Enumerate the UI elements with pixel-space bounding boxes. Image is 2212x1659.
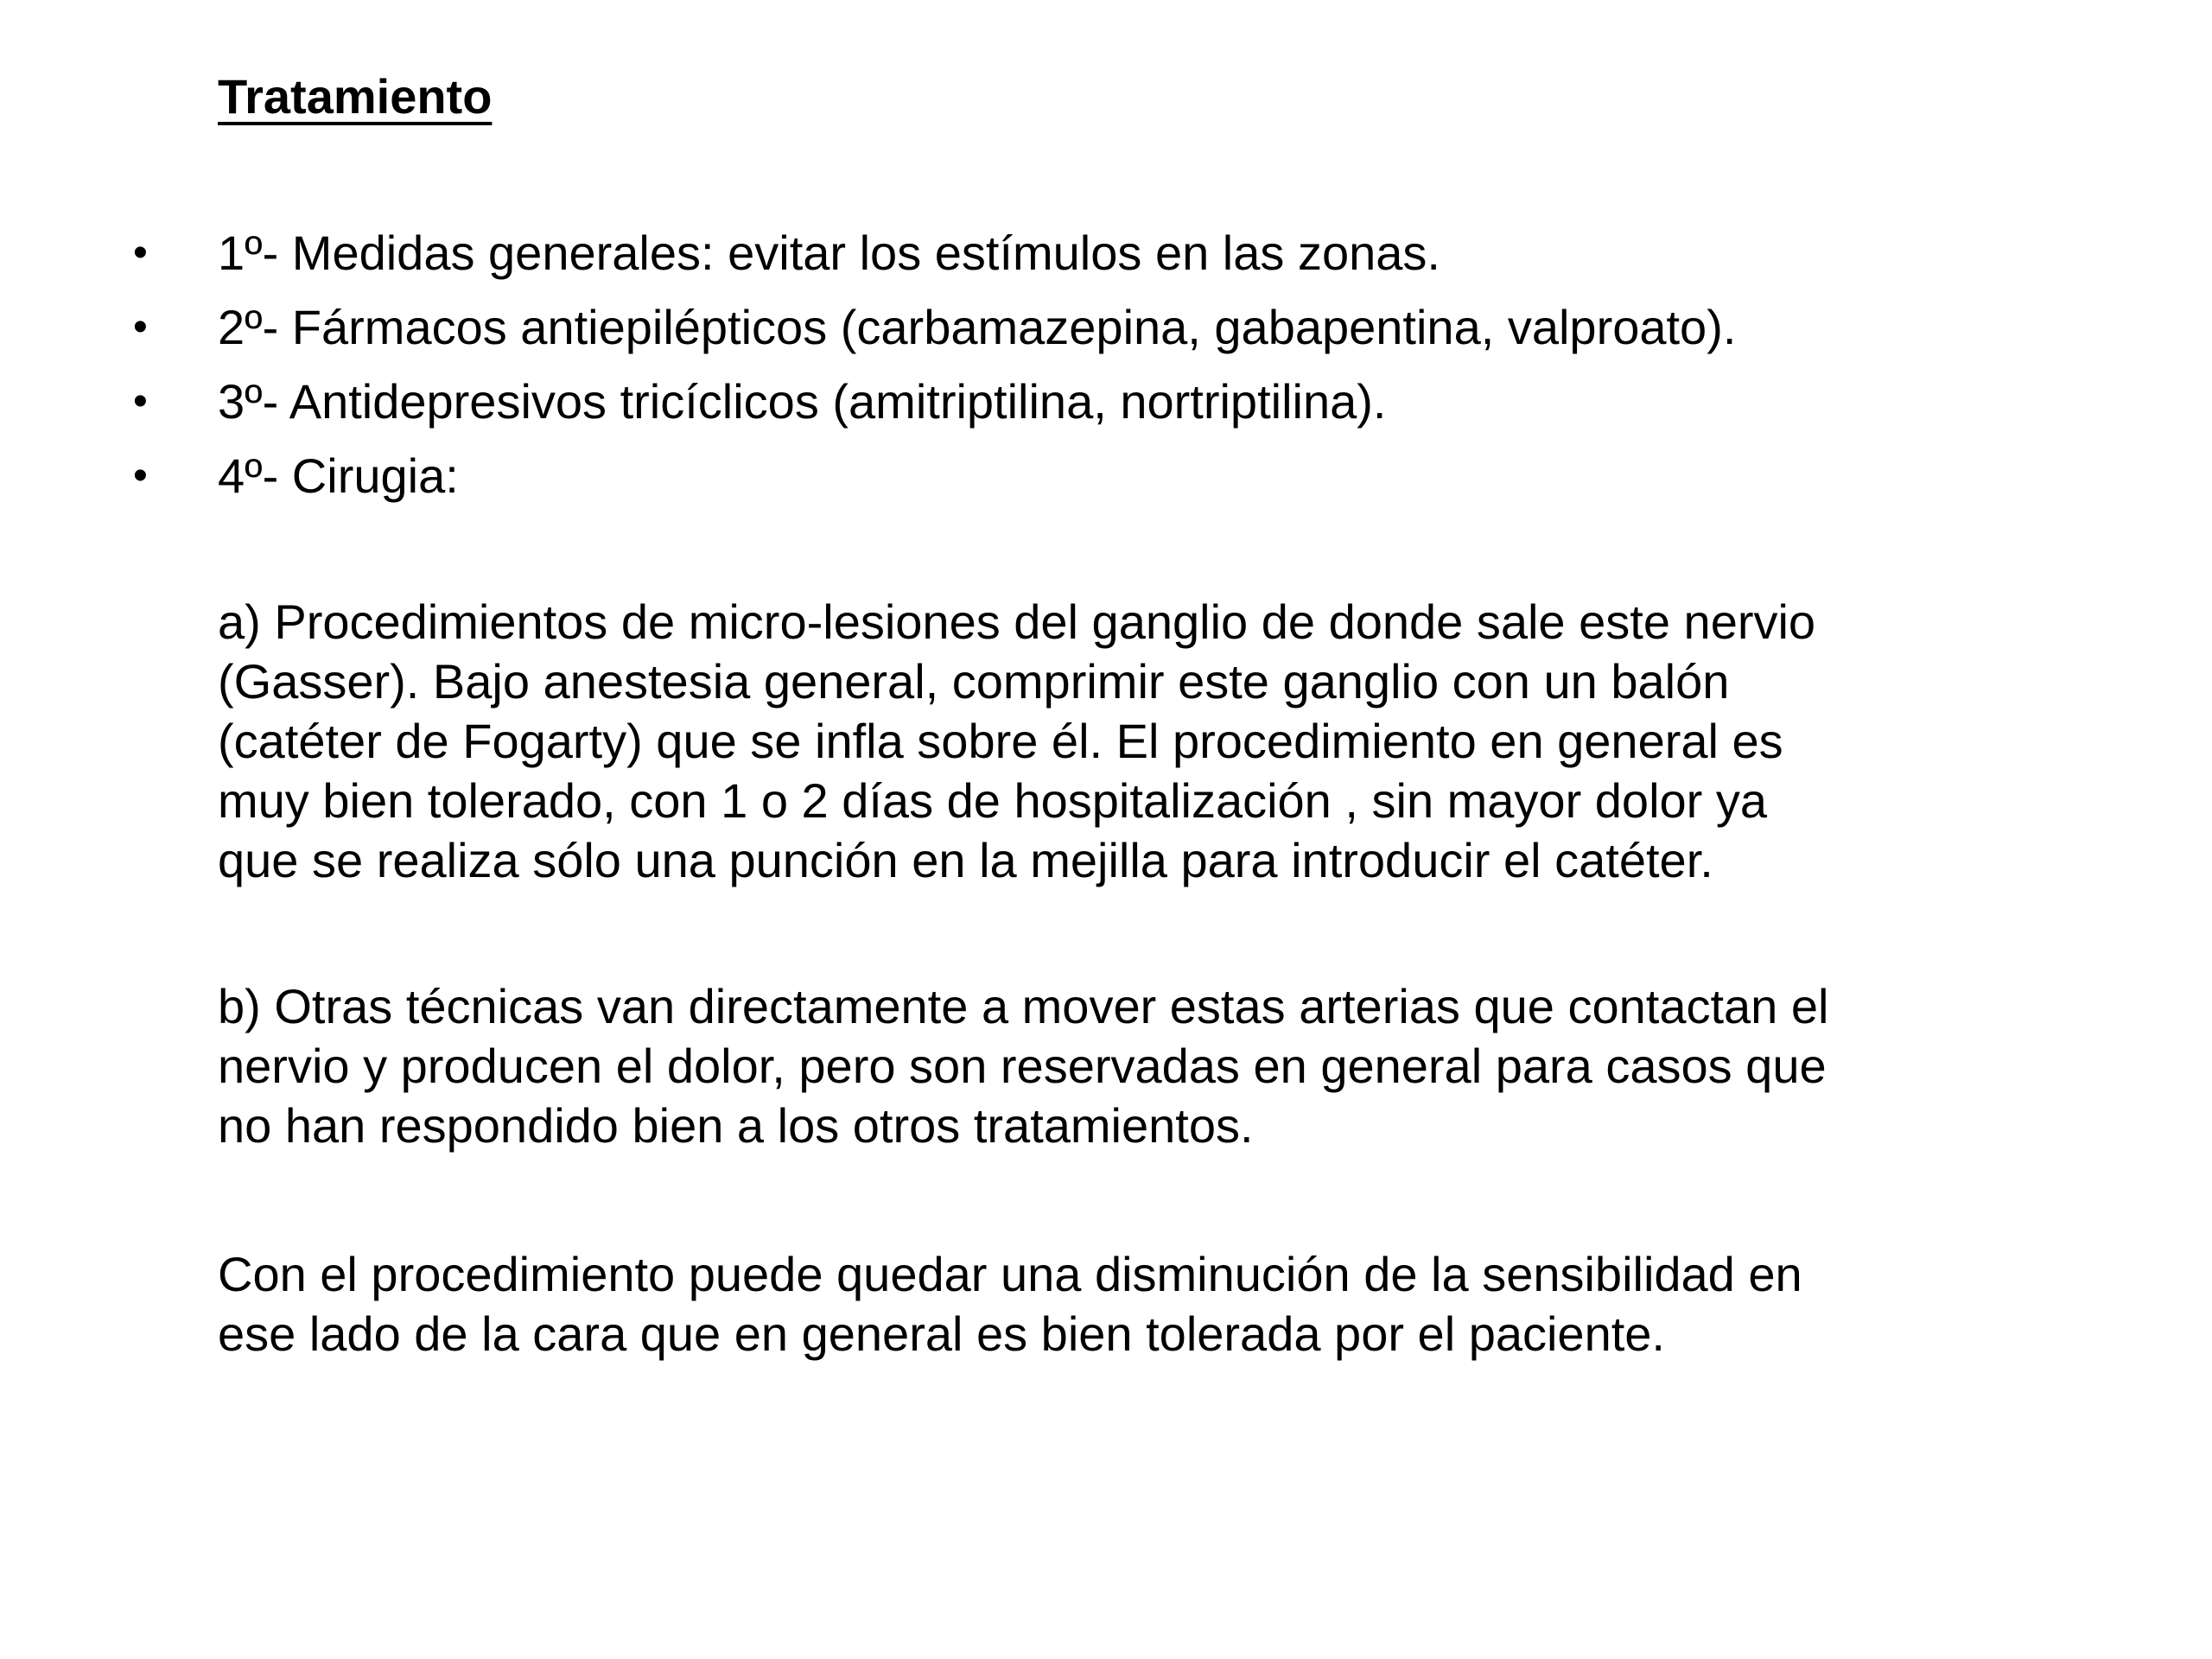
paragraph-line: (catéter de Fogarty) que se infla sobre él. El procedimiento en general es <box>218 714 1783 768</box>
paragraph-conclusion <box>218 1244 2153 1363</box>
bullet-icon: • <box>133 230 148 276</box>
bullet-icon: • <box>133 453 148 499</box>
paragraph-line: que se realiza sólo una punción en la mejilla para introducir el catéter. <box>218 833 1713 887</box>
paragraph-line: (Gasser). Bajo anestesia general, comprimir este ganglio con un balón <box>218 654 1730 709</box>
list-item <box>0 290 2212 365</box>
paragraph-surgery-a <box>218 592 2153 890</box>
paragraph-line: no han respondido bien a los otros tratamientos. <box>218 1098 1254 1153</box>
bullet-icon: • <box>133 304 148 350</box>
paragraph-line: a) Procedimientos de micro-lesiones del ganglio de donde sale este nervio <box>218 594 1816 649</box>
paragraph-line: nervio y producen el dolor, pero son reservadas en general para casos que <box>218 1039 1827 1093</box>
list-item <box>0 216 2212 290</box>
list-item <box>0 439 2212 513</box>
paragraph-line: ese lado de la cara que en general es bien tolerada por el paciente. <box>218 1306 1665 1361</box>
paragraph-surgery-b <box>218 976 2153 1155</box>
slide-title: Tratamiento <box>218 69 493 124</box>
bullet-text: 2º- Fármacos antiepilépticos (carbamazepina, gabapentina, valproato). <box>218 300 1737 354</box>
bullet-list <box>0 216 2212 513</box>
bullet-text: 1º- Medidas generales: evitar los estímulos en las zonas. <box>218 226 1440 280</box>
paragraph-line: muy bien tolerado, con 1 o 2 días de hospitalización , sin mayor dolor ya <box>218 773 1768 828</box>
bullet-icon: • <box>133 378 148 424</box>
paragraph-line: b) Otras técnicas van directamente a mover estas arterias que contactan el <box>218 979 1829 1033</box>
paragraph-line: Con el procedimiento puede quedar una disminución de la sensibilidad en <box>218 1247 1802 1301</box>
bullet-text: 4º- Cirugia: <box>218 448 459 503</box>
list-item <box>0 365 2212 439</box>
bullet-text: 3º- Antidepresivos tricíclicos (amitriptilina, nortriptilina). <box>218 374 1387 429</box>
